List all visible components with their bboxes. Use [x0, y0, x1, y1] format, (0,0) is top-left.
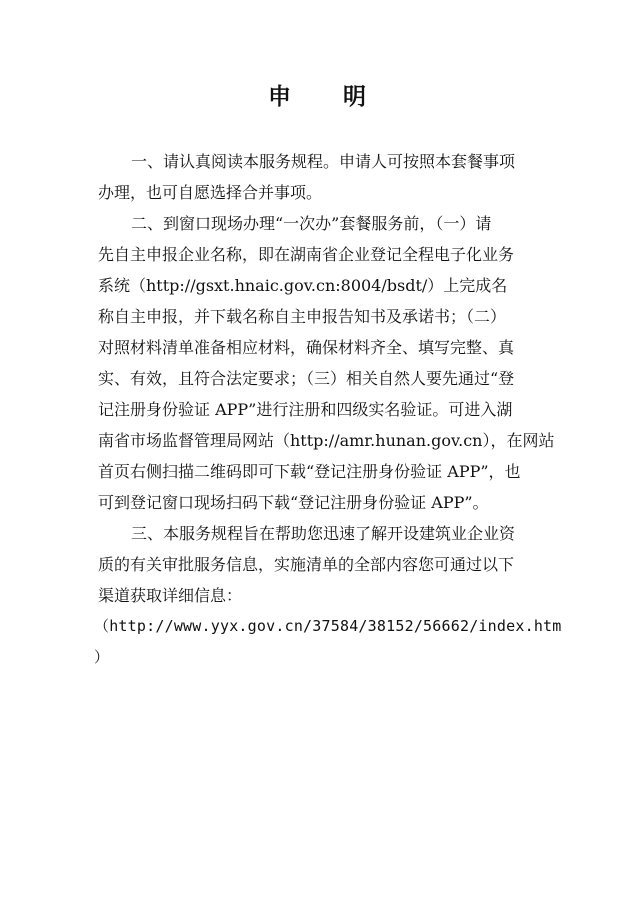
paragraph-3-line-3: 渠道获取详细信息：	[98, 586, 243, 605]
paragraph-3-url-line: （http://www.yyx.gov.cn/37584/38152/56662/index.htm	[94, 617, 562, 635]
paragraph-1-line-1: 一、请认真阅读本服务规程。申请人可按照本套餐事项	[131, 152, 516, 171]
paragraph-2-line-7: 记注册身份验证 APP”进行注册和四级实名验证。可进入湖	[98, 400, 513, 419]
paragraph-1-line-2: 办理，也可自愿选择合并事项。	[98, 183, 323, 202]
paragraph-2-line-5: 对照材料清单准备相应材料，确保材料齐全、填写完整、真	[98, 338, 515, 357]
paragraph-3-url-close: ）	[94, 648, 110, 666]
paragraph-2-line-3: 系统（http://gsxt.hnaic.gov.cn:8004/bsdt/）上完成名	[98, 276, 508, 295]
paragraph-3-line-1: 三、本服务规程旨在帮助您迅速了解开设建筑业企业资	[131, 524, 516, 543]
paragraph-2-line-6: 实、有效，且符合法定要求；（三）相关自然人要先通过“登	[98, 369, 515, 388]
paragraph-2-line-1: 二、到窗口现场办理“一次办”套餐服务前，（一）请	[131, 214, 492, 233]
paragraph-2-line-10: 可到登记窗口现场扫码下载“登记注册身份验证 APP”。	[98, 493, 489, 512]
paragraph-3-line-2: 质的有关审批服务信息，实施清单的全部内容您可通过以下	[98, 555, 515, 574]
document-body	[94, 146, 562, 673]
paragraph-2-line-4: 称自主申报，并下载名称自主申报告知书及承诺书；（二）	[98, 307, 507, 326]
document-title: 申 明	[267, 84, 388, 110]
paragraph-2-line-2: 先自主申报企业名称，即在湖南省企业登记全程电子化业务	[98, 245, 515, 264]
paragraph-2-line-9: 首页右侧扫描二维码即可下载“登记注册身份验证 APP”，也	[98, 462, 521, 481]
paragraph-2-line-8: 南省市场监督管理局网站（http://amr.hunan.gov.cn），在网站	[98, 431, 555, 450]
